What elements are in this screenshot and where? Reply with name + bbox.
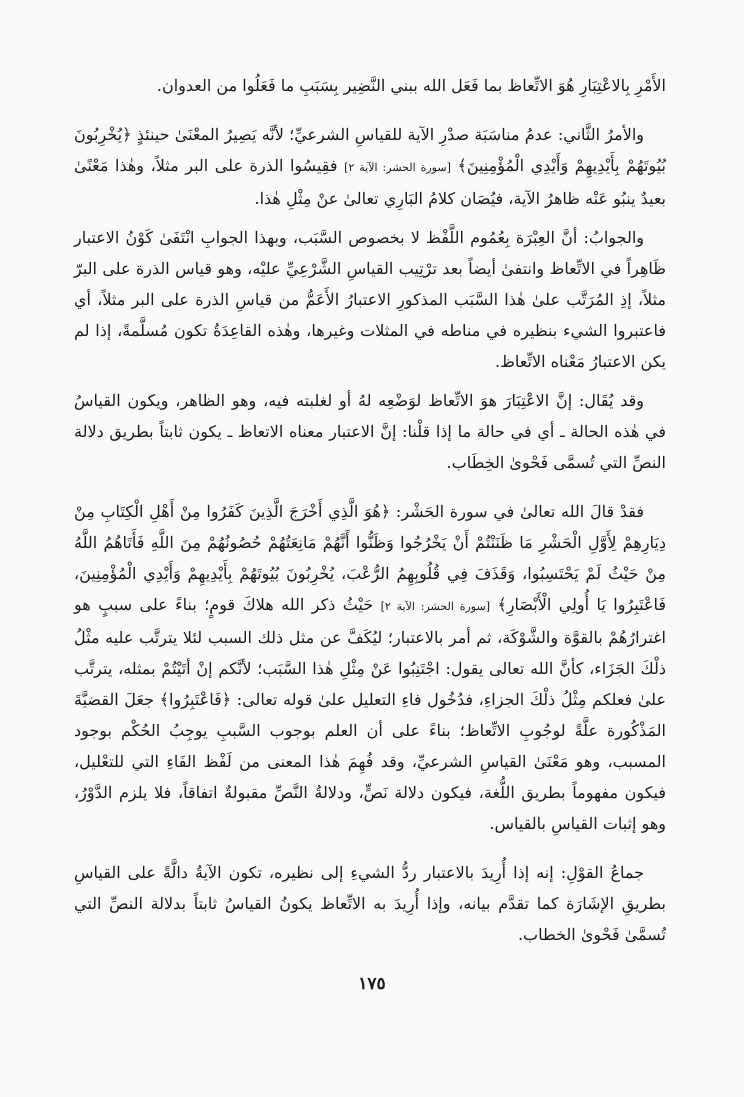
citation: [سورة الحشر: الآية ٢] <box>380 600 490 613</box>
paragraph <box>74 385 666 478</box>
page-number: ١٧٥ <box>358 974 386 994</box>
page-body <box>74 70 666 950</box>
text-segment: الأَمْرِ بِالاعْتِبَارِ هُوَ الاتِّعاظ بما فَعَل الله ببني النَّضِير بِسَبَبِ ما فَعَلُوا من العدوان. <box>156 76 666 95</box>
paragraph <box>74 222 666 377</box>
paragraph <box>74 70 666 101</box>
text-segment: فقِيسُوا الذرة على البر مثلاً، وهٰذا مَعْنًىٰ بعيدٌ ينبُو عَنْه ظاهرُ الآية، فيُصَان كلامُ البَارِي تعالىٰ عنْ مِثْلِ هٰذا. <box>74 156 666 208</box>
paragraph <box>74 119 666 214</box>
text-segment: والأمرُ الثَّاني: عدمُ مناسَبَة صدْرِ الآية للقياسِ الشرعيِّ؛ لأنَّه يَصِيرُ المعْنَىٰ حينئذٍ ﴿يُخْرِبُونَ بُيُوتَهُمْ بِأَيْدِيهِمْ وَأَيْدِي الْمُؤْمِنِينَ﴾ <box>74 125 666 175</box>
text-segment: حَيْثُ ذكر الله هلاكَ قومٍ؛ بناءً على سببٍ هو اغترارُهُمْ بالقوَّة والشَّوْكَة، ثم أمر بالاعتبار؛ ليُكَفَّ عن مثل ذلك السبب لئلا يترتَّب عليه مثْلُ ذلْكَ الجَزَاء، كأنَّ الله تعالى يقول: اجْتَنِبُوا عَنْ مِثْلِ هٰذا السَّبَب؛ لأنَّكم إنْ أتَيْتُمْ بمثله، يترتَّب علىٰ فعلكم مِثْلُ ذلْكَ الجزاءِ، فدُخُول فاءِ التعليل علىٰ قوله تعالى: ﴿فَاعْتَبِرُوا﴾ جعَلَ القضيَّةَ المَذْكُورة علَّةً لوجُوبِ الاتِّعاظ؛ بناءً على أن العلم بوجوب السَّببِ يوجِبُ الحُكْم بوجود المسبب، وهو مَعْنَىٰ القياسِ الشرعيِّ، وقد فُهِمَ هٰذا المعنى من لَفْظ الفَاءِ التي للتعْليل، فيكون مفهوماً بطريق اللُّغة، فيكون دلالة نَصٍّ، ودلالةُ النَّصِّ مقبولةٌ اتفاقاً، فلا يلزم الدَّوْرُ، وهو إثبات القياسِ بالقياس. <box>74 595 667 833</box>
citation: [سورة الحشر: الآية ٢] <box>344 161 451 174</box>
text-segment: جماعُ القوْلِ: إنه إذا أُرِيدَ بالاعتبار ردُّ الشيءِ إلى نظيره، تكون الآيةُ دالَّةً على القياسِ بطريقِ الإشَارَة كما تقدَّم بيانه، وإذا أُرِيدَ به الاتِّعاظ يكونُ القياسُ ثابتاً بدلالة النصِّ التي تُسمَّىٰ فَحْوىٰ الخطاب. <box>74 863 666 944</box>
text-segment: وقد يُقَال: إنَّ الاعْتِبَارَ هوَ الاتِّعاظ لوَضْعِه لهُ أو لغلبته فيه، وهو الظاهر، ويكون القياسُ في هٰذه الحالة ـ أي في حالة ما إذا قلْنا: إنَّ الاعتبار معناه الاتعاظ ـ يكون ثابتاً بطريق دلالة النصِّ التي تُسمَّى فَحْوىٰ الخِطَاب. <box>74 391 667 472</box>
text-segment: والجوابُ: أنَّ العِبْرَة بِعُمُوم اللَّفْظ لا بخصوص السَّبَب، وبهذا الجوابِ انْتَفَىٰ كَوْنُ الاعتبار ظَاهِراً في الاتِّعاظ وانتفىٰ أيضاً بعد ترْتِيب القياسِ الشَّرْعِيِّ عليْه، وهو قياس الذرة على البرّ مثلاً، إذِ المُرَتَّب علىٰ هٰذا السَّبَب المذكورِ الاعتبارُ الأَعَمُّ من قياسِ الذرة على البر مثلاً، أي فاعتبروا الشيء بنظيره في مناطه في المثلات وغيرها، وهٰذه القاعِدَةُ تكون مُسلَّمةً، إذا لم يكن الاعتبارُ مَعْناه الاتِّعاظ. <box>74 228 666 371</box>
paragraph <box>74 496 666 839</box>
paragraph <box>74 857 666 950</box>
text-segment: فقدْ قالَ الله تعالىٰ في سورة الحَشْر: ﴿هُوَ الَّذِي أَخْرَجَ الَّذِينَ كَفَرُوا مِنْ أَهْلِ الْكِتَابِ مِنْ دِيَارِهِمْ لِأَوَّلِ الْحَشْرِ مَا ظَنَنْتُمْ أَنْ يَخْرُجُوا وَظَنُّوا أَنَّهُمْ مَانِعَتُهُمْ حُصُونُهُمْ مِنَ اللَّهِ فَأَتَاهُمُ اللَّهُ مِنْ حَيْثُ لَمْ يَحْتَسِبُوا، وَقَذَفَ فِي قُلُوبِهِمُ الرُّعْبَ، يُخْرِبُونَ بُيُوتَهُمْ بِأَيْدِيهِمْ وَأَيْدِي الْمُؤْمِنِينَ، فَاعْتَبِرُوا يَا أُولِي الْأَبْصَارِ﴾ <box>74 502 666 614</box>
